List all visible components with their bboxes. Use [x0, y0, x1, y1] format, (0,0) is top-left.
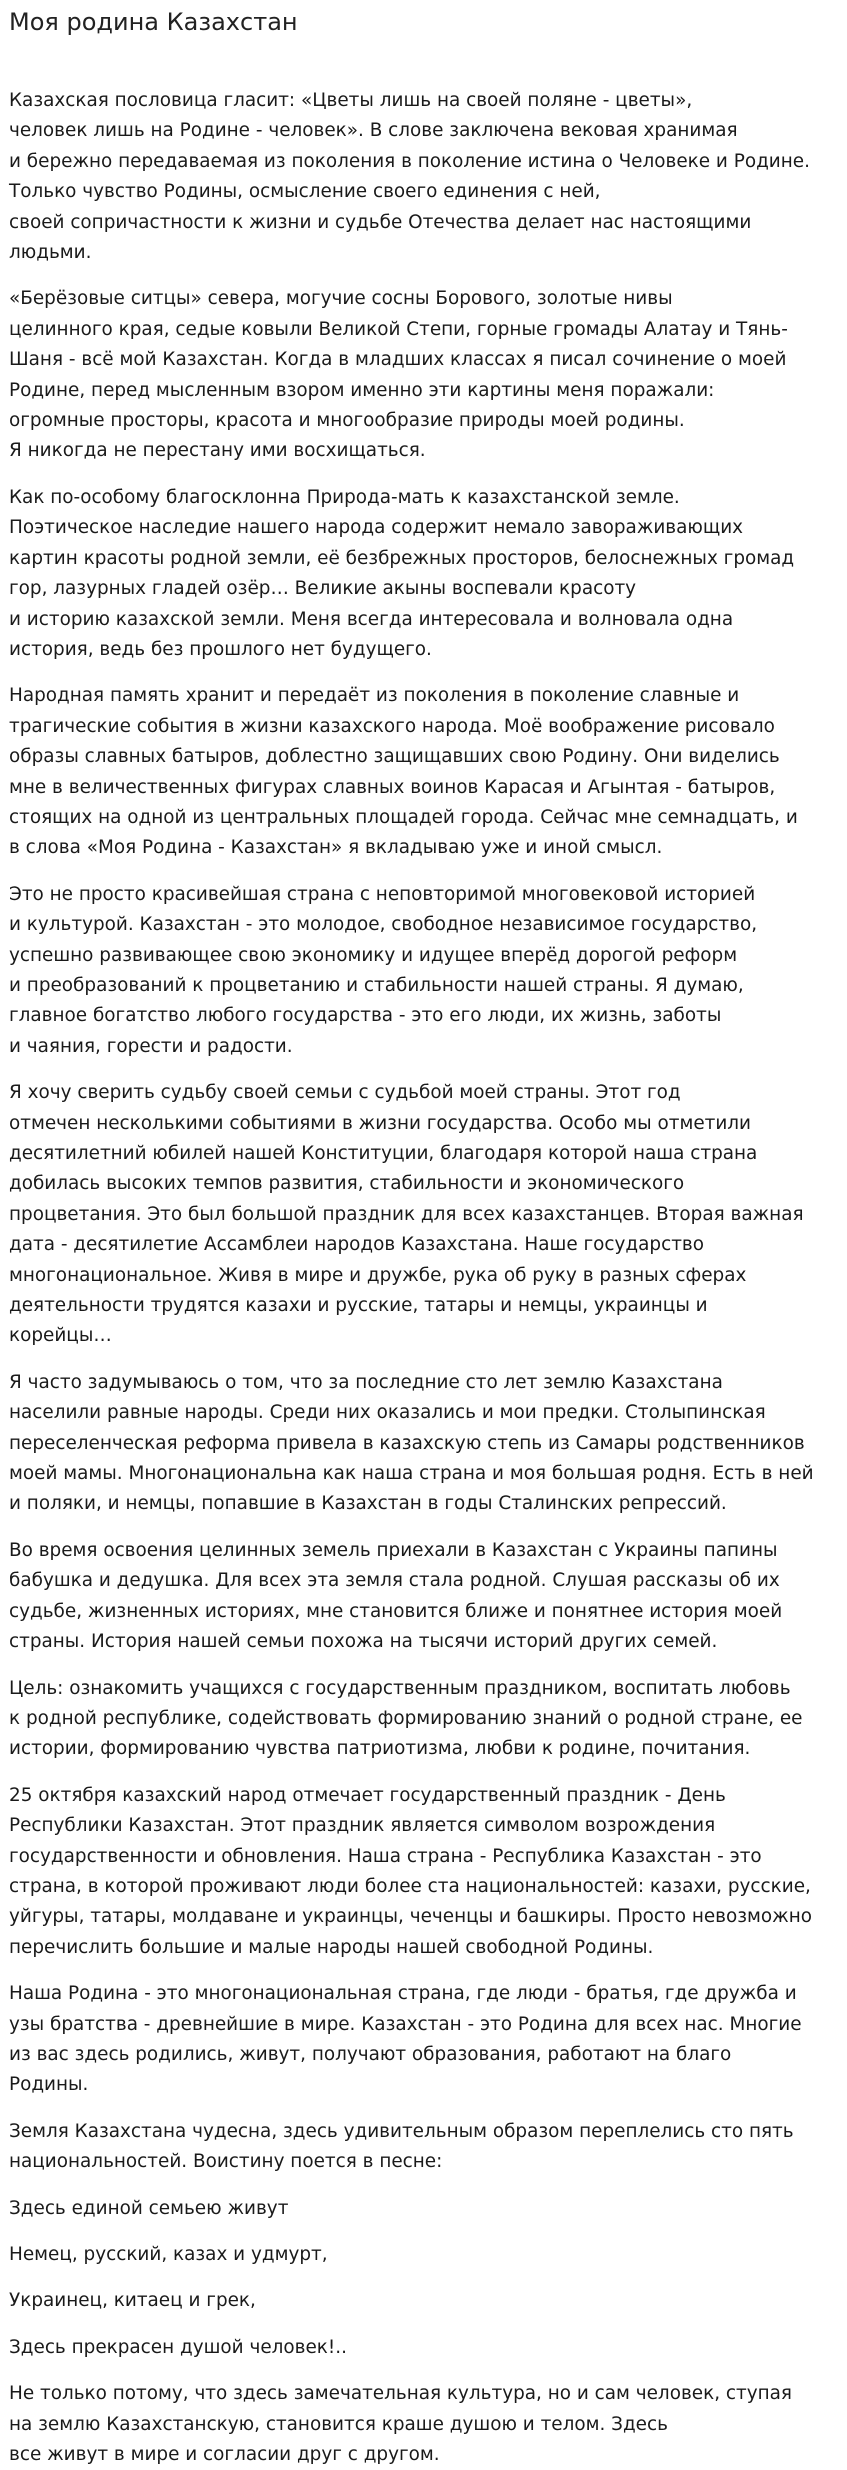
- paragraph-10: 25 октября казахский народ отмечает государственный праздник - День Республики Казахстан. Этот праздник является символом возрождения государственности и обновления. Наша страна - Республика Казахстан - это страна, в которой проживают люди более ста национальностей: казахи, русские, уйгуры, татары, молдаване и украинцы, чеченцы и башкиры. Просто невозможно перечислить большие и малые народы нашей свободной Родины.: [9, 1784, 813, 1958]
- closing-paragraph: Не только потому, что здесь замечательная культура, но и сам человек, ступая на землю Казахстанскую, становится краше душою и телом. Здесь все живут в мире и согласии друг с другом.: [9, 2383, 792, 2466]
- paragraph-9: Цель: ознакомить учащихся с государственным праздником, воспитать любовь к родной республике, содействовать формированию знаний о родной стране, ее истории, формированию чувства патриотизма, любви к родине, почитания.: [9, 1677, 803, 1760]
- poem-line: Здесь единой семьею живут: [9, 2197, 289, 2219]
- paragraph-4: Народная память хранит и передаёт из поколения в поколение славные и трагические события в жизни казахского народа. Моё воображение рисовало образы славных батыров, доблестно защищавших свою Родину. Они виделись мне в величественных фигурах славных воинов Карасая и Агынтая - батыров, стоящих на одной из центральных площадей города. Сейчас мне семнадцать, и в слова «Моя Родина - Казахстан» я вкладываю уже и иной смысл.: [9, 685, 798, 859]
- poem-line: Немец, русский, казах и удмурт,: [9, 2244, 328, 2265]
- poem-line: Украинец, китаец и грек,: [9, 2290, 256, 2312]
- paragraph-6: Я хочу сверить судьбу своей семьи с судьбой моей страны. Этот год отмечен несколькими событиями в жизни государства. Особо мы отметили десятилетний юбилей нашей Конституции, благодаря которой наша страна добилась высоких темпов развития, стабильности и экономического процветания. Это был большой праздник для всех казахстанцев. Вторая важная дата - десятилетие Ассамблеи народов Казахстана. Наше государство многонациональное. Живя в мире и дружбе, рука об руку в разных сферах деятельности трудятся казахи и русские, татары и немцы, украинцы и корейцы…: [9, 1082, 804, 1347]
- page-title: Моя родина Казахстан: [9, 8, 298, 36]
- paragraph-7: Я часто задумываюсь о том, что за последние сто лет землю Казахстана населили равные народы. Среди них оказались и мои предки. Столыпинская переселенческая реформа привела в казахскую степь из Самары родственников моей мамы. Многонациональна как наша страна и моя большая родня. Есть в ней и поляки, и немцы, попавшие в Казахстан в годы Сталинских репрессий.: [9, 1371, 814, 1515]
- paragraph-1: Казахская пословица гласит: «Цветы лишь на своей поляне - цветы», человек лишь на Родине - человек». В слове заключена вековая хранимая и бережно передаваемая из поколения в поколение истина о Человеке и Родине. Только чувство Родины, осмысление своего единения с ней, своей сопричастности к жизни и судьбе Отечества делает нас настоящими людьми.: [9, 90, 810, 264]
- paragraph-3: Как по-особому благосклонна Природа-мать к казахстанской земле. Поэтическое наследие нашего народа содержит немало завораживающих картин красоты родной земли, её безбрежных просторов, белоснежных громад гор, лазурных гладей озёр… Великие акыны воспевали красоту и историю казахской земли. Меня всегда интересовала и волновала одна история, ведь без прошлого нет будущего.: [9, 486, 795, 660]
- paragraph-8: Во время освоения целинных земель приехали в Казахстан с Украины папины бабушка и дедушка. Для всех эта земля стала родной. Слушая рассказы об их судьбе, жизненных историях, мне становится ближе и понятнее история моей страны. История нашей семьи похожа на тысячи историй других семей.: [9, 1539, 783, 1653]
- paragraph-11: Наша Родина - это многонациональная страна, где люди - братья, где дружба и узы братства - древнейшие в мире. Казахстан - это Родина для всех нас. Многие из вас здесь родились, живут, получают образования, работают на благо Родины.: [9, 1983, 802, 2096]
- paragraph-5: Это не просто красивейшая страна с неповторимой многовековой историей и культурой. Казахстан - это молодое, свободное независимое государство, успешно развивающее свою экономику и идущее вперёд дорогой реформ и преобразований к процветанию и стабильности нашей страны. Я думаю, главное богатство любого государства - это его люди, их жизнь, заботы и чаяния, горести и радости.: [9, 883, 758, 1057]
- paragraph-12: Земля Казахстана чудесна, здесь удивительным образом переплелись сто пять национальностей. Воистину поется в песне:: [9, 2120, 794, 2173]
- paragraph-2: «Берёзовые ситцы» севера, могучие сосны Борового, золотые нивы целинного края, седые ковыли Великой Степи, горные громады Алатау и Тянь- Шаня - всё мой Казахстан. Когда в младших классах я писал сочинение о моей Родине, перед мысленным взором именно эти картины меня поражали: огромные просторы, красота и многообразие природы моей родины. Я никогда не перестану ими восхищаться.: [9, 288, 788, 462]
- poem-line: Здесь прекрасен душой человек!..: [9, 2336, 347, 2358]
